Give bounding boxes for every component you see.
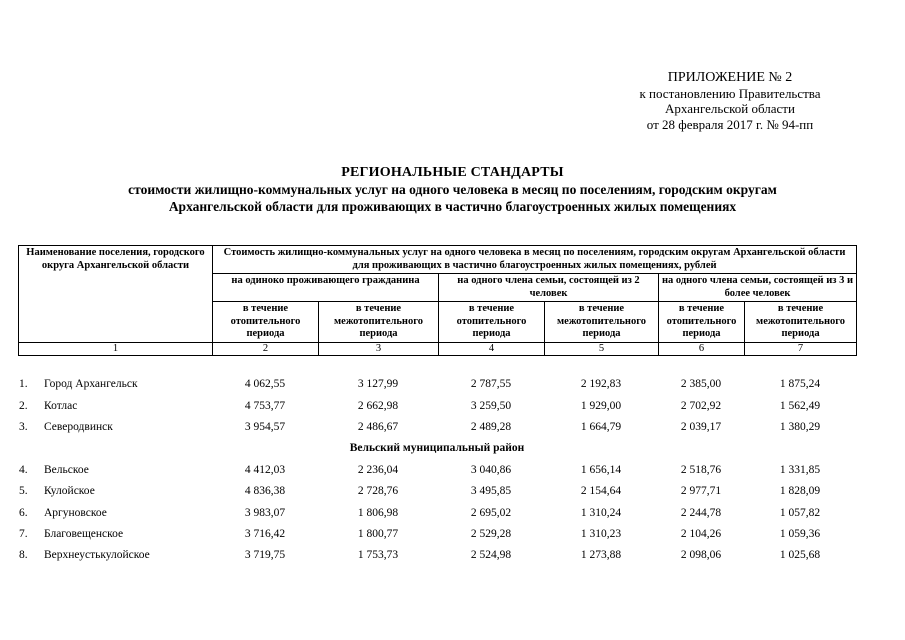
table-row xyxy=(18,460,856,481)
row-cost-value: 2 039,17 xyxy=(680,420,722,433)
row-cost-value: 3 495,85 xyxy=(470,485,512,498)
appendix-block xyxy=(560,70,900,132)
row-cost-value: 2 236,04 xyxy=(357,463,399,476)
header-group-single: на одиноко проживающего гражданина xyxy=(213,274,439,302)
row-cost-value: 3 954,57 xyxy=(244,420,286,433)
row-cost-value: 4 836,38 xyxy=(244,485,286,498)
column-number: 3 xyxy=(319,342,439,355)
column-number: 6 xyxy=(659,342,745,355)
row-cost-value: 3 983,07 xyxy=(244,506,286,519)
row-cost-value: 2 524,98 xyxy=(470,549,512,562)
section-row xyxy=(18,438,856,459)
header-interheating-period: в течение межотопительного периода xyxy=(545,302,659,343)
header-heating-period: в течение отопительного периода xyxy=(439,302,545,343)
row-settlement-name: Благовещенское xyxy=(44,527,124,540)
row-cost-value: 3 127,99 xyxy=(357,378,399,391)
row-cost-value: 2 385,00 xyxy=(680,378,722,391)
row-cost-value: 2 244,78 xyxy=(680,506,722,519)
header-interheating-period: в течение межотопительного периода xyxy=(745,302,857,343)
header-heating-period: в течение отопительного периода xyxy=(213,302,319,343)
column-number: 7 xyxy=(745,342,857,355)
document-title: РЕГИОНАЛЬНЫЕ СТАНДАРТЫ xyxy=(341,165,564,180)
row-cost-value: 1 025,68 xyxy=(779,549,821,562)
row-index: 6. xyxy=(19,506,28,519)
table-row xyxy=(18,545,856,566)
column-number: 4 xyxy=(439,342,545,355)
row-settlement-name: Верхнеустькулойское xyxy=(44,549,150,562)
section-title: Вельский муниципальный район xyxy=(349,442,525,455)
document-heading xyxy=(0,164,905,215)
row-cost-value: 1 310,24 xyxy=(580,506,622,519)
table-row xyxy=(18,395,856,416)
table-header xyxy=(18,245,857,356)
document-subtitle-line-2: Архангельской области для проживающих в частично благоустроенных жилых помещениях xyxy=(168,199,737,214)
row-cost-value: 1 273,88 xyxy=(580,549,622,562)
row-cost-value: 2 104,26 xyxy=(680,527,722,540)
row-cost-value: 2 486,67 xyxy=(357,420,399,433)
table-row xyxy=(18,524,856,545)
table-row xyxy=(18,481,856,502)
header-name-column: Наименование поселения, городского округа Архангельской области xyxy=(19,246,213,343)
appendix-title: ПРИЛОЖЕНИЕ № 2 xyxy=(667,70,793,85)
row-index: 3. xyxy=(19,420,28,433)
row-index: 1. xyxy=(19,378,28,391)
table-row xyxy=(18,417,856,438)
row-cost-value: 1 929,00 xyxy=(580,399,622,412)
row-settlement-name: Кулойское xyxy=(44,485,95,498)
row-cost-value: 1 380,29 xyxy=(779,420,821,433)
header-cost-title: Стоимость жилищно-коммунальных услуг на одного человека в месяц по поселениям, городским округам Архангельской области для проживающих в частично благоустроенных жилых помещениях, рублей xyxy=(213,246,857,274)
document-subtitle-line-1: стоимости жилищно-коммунальных услуг на одного человека в месяц по поселениям, городским округам xyxy=(128,182,777,197)
row-index: 8. xyxy=(19,549,28,562)
row-cost-value: 2 728,76 xyxy=(357,485,399,498)
row-cost-value: 2 695,02 xyxy=(470,506,512,519)
row-index: 7. xyxy=(19,527,28,540)
row-cost-value: 2 154,64 xyxy=(580,485,622,498)
row-cost-value: 3 259,50 xyxy=(470,399,512,412)
row-index: 5. xyxy=(19,485,28,498)
row-cost-value: 2 098,06 xyxy=(680,549,722,562)
header-group-three-plus: на одного члена семьи, состоящей из 3 и более человек xyxy=(659,274,857,302)
row-index: 2. xyxy=(19,399,28,412)
row-settlement-name: Город Архангельск xyxy=(44,378,138,391)
row-settlement-name: Вельское xyxy=(44,463,89,476)
row-cost-value: 3 716,42 xyxy=(244,527,286,540)
row-cost-value: 2 662,98 xyxy=(357,399,399,412)
table-row xyxy=(18,374,856,395)
header-heating-period: в течение отопительного периода xyxy=(659,302,745,343)
column-number: 1 xyxy=(19,342,213,355)
row-cost-value: 2 977,71 xyxy=(680,485,722,498)
row-cost-value: 1 562,49 xyxy=(779,399,821,412)
appendix-line-3: от 28 февраля 2017 г. № 94-пп xyxy=(646,116,814,132)
table-row xyxy=(18,502,856,523)
row-cost-value: 1 875,24 xyxy=(779,378,821,391)
row-cost-value: 2 518,76 xyxy=(680,463,722,476)
row-cost-value: 4 412,03 xyxy=(244,463,286,476)
table-body xyxy=(18,374,856,567)
column-number: 2 xyxy=(213,342,319,355)
row-settlement-name: Северодвинск xyxy=(44,420,113,433)
row-settlement-name: Котлас xyxy=(44,399,78,412)
row-settlement-name: Аргуновское xyxy=(44,506,107,519)
row-cost-value: 1 664,79 xyxy=(580,420,622,433)
row-cost-value: 1 310,23 xyxy=(580,527,622,540)
row-cost-value: 2 489,28 xyxy=(470,420,512,433)
appendix-line-2: Архангельской области xyxy=(665,101,795,116)
row-cost-value: 2 192,83 xyxy=(580,378,622,391)
row-cost-value: 1 656,14 xyxy=(580,463,622,476)
appendix-line-1: к постановлению Правительства xyxy=(639,85,821,101)
row-cost-value: 1 331,85 xyxy=(779,463,821,476)
header-interheating-period: в течение межотопительного периода xyxy=(319,302,439,343)
column-number: 5 xyxy=(545,342,659,355)
row-cost-value: 1 753,73 xyxy=(357,549,399,562)
row-cost-value: 4 753,77 xyxy=(244,399,286,412)
row-cost-value: 2 702,92 xyxy=(680,399,722,412)
row-cost-value: 1 059,36 xyxy=(779,527,821,540)
row-cost-value: 4 062,55 xyxy=(244,378,286,391)
row-cost-value: 1 057,82 xyxy=(779,506,821,519)
row-cost-value: 3 040,86 xyxy=(470,463,512,476)
row-cost-value: 3 719,75 xyxy=(244,549,286,562)
row-index: 4. xyxy=(19,463,28,476)
row-cost-value: 1 828,09 xyxy=(779,485,821,498)
header-group-two: на одного члена семьи, состоящей из 2 человек xyxy=(439,274,659,302)
row-cost-value: 2 787,55 xyxy=(470,378,512,391)
row-cost-value: 1 800,77 xyxy=(357,527,399,540)
row-cost-value: 1 806,98 xyxy=(357,506,399,519)
row-cost-value: 2 529,28 xyxy=(470,527,512,540)
